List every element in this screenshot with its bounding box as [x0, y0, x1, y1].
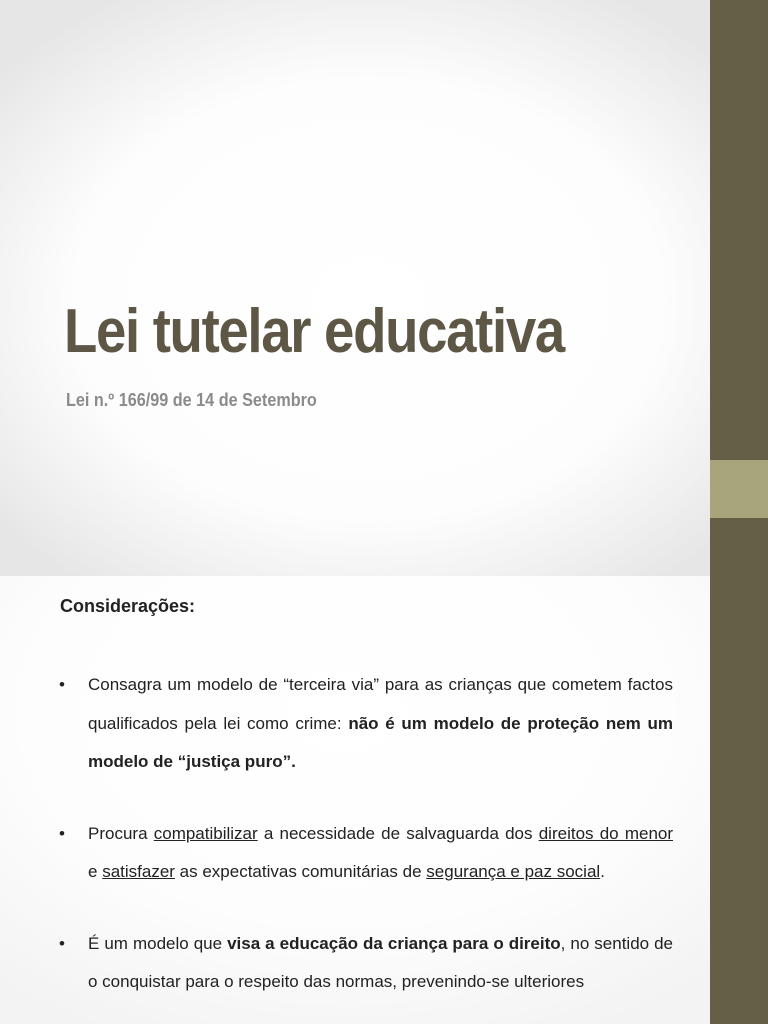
bullet-item	[56, 815, 673, 892]
bullet-mark: •	[59, 823, 65, 843]
bullet-item	[56, 666, 673, 782]
bullet-text-segment: Procura	[88, 823, 154, 843]
bullet-text-segment: e	[88, 862, 103, 881]
bullet-text-segment: .	[600, 862, 605, 881]
bullet-text-segment: segurança e paz social	[426, 862, 601, 881]
bullet-text-segment: satisfazer	[102, 862, 175, 881]
bullet-text-segment: .	[291, 752, 296, 771]
bullet-text-segment: visa a educação da criança para o direito	[227, 933, 561, 953]
bullet-text-segment: direitos do menor	[538, 823, 674, 843]
bullet-text-segment: compatibilizar	[153, 823, 258, 843]
bullet-text-segment: É um modelo que	[88, 933, 228, 953]
bullet-list	[56, 666, 673, 1024]
bullet-text-segment: , no sentido de o conquistar para o respeito das normas, prevenindo-se ulteriores	[88, 933, 674, 991]
slide-title: Lei tutelar educativa	[64, 297, 564, 366]
sidebar-bar	[710, 576, 768, 1024]
bullet-text-segment: não é um modelo de proteção nem um modelo de “justiça puro”	[88, 713, 673, 771]
bullet-mark: •	[59, 675, 65, 694]
sidebar-accent-block	[710, 460, 768, 518]
bullet-mark: •	[59, 933, 65, 953]
slide-subtitle: Lei n.º 166/99 de 14 de Setembro	[66, 390, 317, 410]
content-slide	[0, 576, 768, 1024]
bullet-text-segment: a necessidade de salvaguarda dos	[257, 823, 539, 843]
bullet-item	[56, 925, 673, 1002]
bullet-text-segment: as expectativas comunitárias de	[174, 862, 427, 881]
bullet-text-segment: Consagra um modelo de “terceira via” para as crianças que cometem factos qualificados pela lei como crime:	[88, 675, 673, 733]
content-heading: Considerações:	[60, 596, 196, 616]
